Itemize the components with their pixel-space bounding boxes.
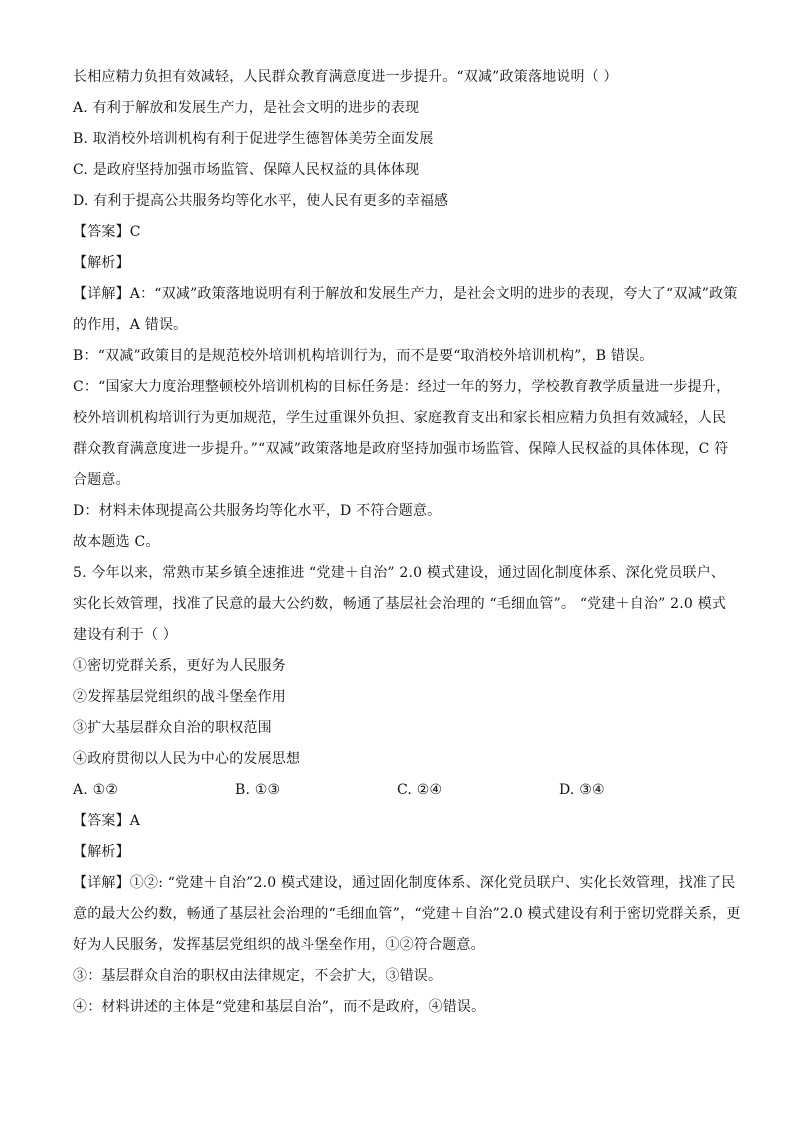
q5-analysis-line: ③：基层群众自治的职权由法律规定，不会扩大，③错误。 [73, 968, 443, 984]
q4-analysis-line: 的作用，A 错误。 [73, 317, 188, 333]
q4-option-c: C. 是政府坚持加强市场监管、保障人民权益的具体体现 [73, 162, 420, 178]
q5-analysis-line: 好为人民服务，发挥基层党组织的战斗堡垒作用，①②符合题意。 [73, 937, 485, 953]
q4-answer: 【答案】C [73, 224, 141, 240]
q4-analysis-line: 【详解】A：“双减”政策落地说明有利于解放和发展生产力，是社会文明的进步的表现，夸大了“双减”政策 [73, 286, 738, 302]
q4-option-a: A. 有利于解放和发展生产力，是社会文明的进步的表现 [73, 100, 420, 116]
q4-analysis-line: 合题意。 [73, 472, 130, 488]
document-page [73, 62, 741, 1023]
q5-statement: ④政府贯彻以人民为中心的发展思想 [73, 751, 301, 767]
q5-analysis-line: 【详解】①②: “党建＋自治”2.0 模式建设，通过固化制度体系、深化党员联户、实化长效管理，找准了民 [73, 875, 736, 891]
q4-analysis-line: B：“双减”政策目的是规范校外培训机构培训行为，而不是要“取消校外培训机构”，B 错误。 [73, 348, 654, 364]
q4-analysis-line: 校外培训机构培训行为更加规范，学生过重课外负担、家庭教育支出和家长相应精力负担有效减轻，人民 [73, 410, 727, 426]
q4-option-d: D. 有利于提高公共服务均等化水平，使人民有更多的幸福感 [73, 193, 449, 209]
q4-analysis-line: 故本题选 C。 [73, 534, 160, 550]
q4-analysis-line: 群众教育满意度进一步提升。”“双减”政策落地是政府坚持加强市场监管、保障人民权益的具体体现，C 符 [73, 441, 729, 457]
q4-stem-tail: 长相应精力负担有效减轻，人民群众教育满意度进一步提升。“双减”政策落地说明（ ） [73, 69, 618, 85]
q5-statement: ②发挥基层党组织的战斗堡垒作用 [73, 689, 286, 705]
q4-analysis-line: C：“国家大力度治理整顿校外培训机构的目标任务是：经过一年的努力，学校教育教学质量进一步提升， [73, 379, 731, 395]
q5-statement: ①密切党群关系，更好为人民服务 [73, 658, 286, 674]
q5-analysis-line: 意的最大公约数，畅通了基层社会治理的“毛细血管”，“党建＋自治”2.0 模式建设有利于密切党群关系，更 [73, 906, 741, 922]
q5-choice-a: A. ①② [73, 782, 119, 798]
q5-choice-c: C. ②④ [397, 782, 443, 798]
q5-statement: ③扩大基层群众自治的职权范围 [73, 720, 272, 736]
q4-option-b: B. 取消校外培训机构有利于促进学生德智体美劳全面发展 [73, 131, 434, 147]
q5-stem-line: 实化长效管理，找准了民意的最大公约数，畅通了基层社会治理的 “毛细血管”。 “党建＋自治” 2.0 模式 [73, 596, 727, 612]
q5-analysis-line: ④：材料讲述的主体是“党建和基层自治”，而不是政府，④错误。 [73, 999, 486, 1015]
q5-answer: 【答案】A [73, 813, 141, 829]
q5-stem-line: 建设有利于（ ） [73, 627, 178, 643]
q4-analysis-line: D：材料未体现提高公共服务均等化水平，D 不符合题意。 [73, 503, 442, 519]
q5-choice-d: D. ③④ [559, 782, 605, 798]
q5-analysis-label: 【解析】 [73, 844, 130, 860]
q5-choices [73, 775, 733, 806]
q4-analysis-label: 【解析】 [73, 255, 130, 271]
q5-choice-b: B. ①③ [235, 782, 281, 798]
q5-stem-line: 5. 今年以来，常熟市某乡镇全速推进 “党建＋自治” 2.0 模式建设，通过固化制度体系、深化党员联户、 [73, 565, 726, 581]
